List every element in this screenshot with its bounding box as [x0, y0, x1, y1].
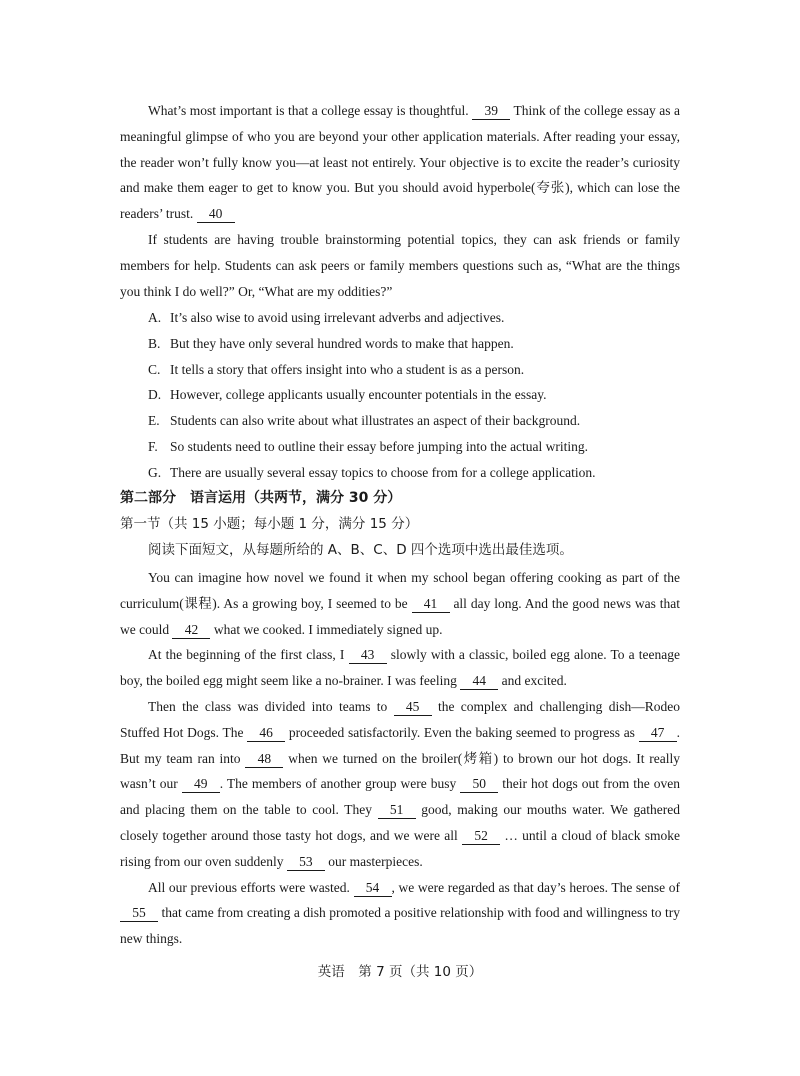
blank-46[interactable]: 46 — [247, 725, 285, 742]
option-text: However, college applicants usually encounter potentials in the essay. — [170, 387, 547, 403]
blank-47[interactable]: 47 — [639, 725, 677, 742]
text: that came from creating a dish promoted a positive relationship with food and willingness to try new things. — [120, 905, 681, 947]
text: . The members of another group were busy — [219, 776, 457, 792]
text: What’s most important is that a college essay is thoughtful. — [148, 103, 469, 118]
options-list — [120, 305, 680, 486]
option-text: It’s also wise to avoid using irrelevant adverbs and adjectives. — [170, 310, 505, 325]
blank-44[interactable]: 44 — [460, 673, 498, 690]
option-letter: C. — [148, 361, 161, 377]
text: . But my team ran into — [120, 724, 680, 766]
option-b[interactable] — [120, 331, 680, 357]
blank-50[interactable]: 50 — [460, 776, 498, 793]
blank-48[interactable]: 48 — [245, 751, 283, 768]
option-letter: A. — [148, 310, 162, 325]
blank-54[interactable]: 54 — [354, 880, 392, 897]
blank-39[interactable]: 39 — [472, 103, 510, 120]
passage-1-paragraph-1 — [120, 98, 680, 227]
option-f[interactable] — [120, 434, 680, 460]
text: , we were regarded as that day’s heroes. The sense of — [391, 879, 681, 895]
passage-1 — [120, 98, 680, 304]
text: You can imagine how novel we found it when my school began offering cooking as part of the curriculum(课程). As a growing boy, I seemed to be — [120, 570, 680, 611]
text: when we turned on the broiler(烤箱) to brown our hot dogs. It really wasn’t our — [120, 750, 681, 792]
text: and excited. — [501, 673, 567, 689]
option-letter: E. — [148, 413, 160, 429]
option-text: Students can also write about what illustrates an aspect of their background. — [170, 413, 581, 429]
passage-2-paragraph-4 — [120, 875, 680, 952]
part-2-header — [120, 486, 680, 563]
passage-1-paragraph-2: If students are having trouble brainstorming potential topics, they can ask friends or family members for help. Students can ask peers or family members questions such as, “What are the things you think I do well?” Or, “What are my oddities?” — [120, 231, 680, 299]
blank-49[interactable]: 49 — [182, 776, 220, 793]
passage-2-paragraph-3 — [120, 694, 680, 875]
blank-53[interactable]: 53 — [287, 854, 325, 871]
option-text: There are usually several essay topics to choose from for a college application. — [170, 464, 596, 480]
blank-41[interactable]: 41 — [412, 596, 450, 613]
text: good, making our mouths water. We gathered closely together around those tasty hot dogs, and we were all — [120, 802, 681, 843]
text: … until a cloud of black smoke rising from our oven suddenly — [120, 827, 680, 869]
option-letter: B. — [148, 335, 161, 351]
option-c[interactable] — [120, 357, 680, 383]
text: our masterpieces. — [328, 853, 423, 869]
blank-40[interactable]: 40 — [197, 206, 235, 223]
option-a[interactable] — [120, 305, 680, 331]
passage-2-paragraph-2 — [120, 642, 680, 694]
blank-55[interactable]: 55 — [120, 905, 158, 922]
blank-51[interactable]: 51 — [378, 802, 416, 819]
option-letter: F. — [148, 438, 158, 454]
option-d[interactable] — [120, 382, 680, 408]
option-g[interactable] — [120, 460, 680, 486]
option-text: But they have only several hundred words to make that happen. — [170, 335, 514, 351]
text: all day long. And the good news was that we could — [120, 595, 681, 637]
blank-43[interactable]: 43 — [349, 647, 387, 664]
text: the complex and challenging dish—Rodeo Stuffed Hot Dogs. The — [120, 698, 681, 740]
text: their hot dogs out from the oven and placing them on the table to cool. They — [120, 776, 681, 818]
blank-45[interactable]: 45 — [394, 699, 432, 716]
option-e[interactable] — [120, 408, 680, 434]
text: All our previous efforts were wasted. — [148, 879, 350, 895]
text: Think of the college essay as a meaningful glimpse of who you are beyond your other application materials. After reading your essay, the reader won’t fully know you—at least not entirely. Your objective is to excite the reader’s curiosity and make them eager to get to know you. But you should avoid hyperbole(夸张), which can lose the readers’ trust. — [120, 103, 680, 222]
part-2-heading: 第二部分 语言运用（共两节，满分 30 分） — [120, 490, 402, 506]
text: At the beginning of the first class, I — [148, 647, 345, 663]
text: slowly with a classic, boiled egg alone. To a teenage boy, the boiled egg might seem like a no-brainer. I was feeling — [120, 647, 680, 689]
passage-2-paragraph-1 — [120, 565, 680, 642]
option-text: It tells a story that offers insight into who a student is as a person. — [170, 361, 525, 377]
instruction: 阅读下面短文，从每题所给的 A、B、C、D 四个选项中选出最佳选项。 — [148, 541, 573, 558]
blank-42[interactable]: 42 — [172, 622, 210, 639]
text: Then the class was divided into teams to — [148, 698, 388, 714]
passage-2 — [120, 565, 680, 952]
blank-52[interactable]: 52 — [462, 828, 500, 845]
text: proceeded satisfactorily. Even the baking seemed to progress as — [288, 724, 635, 740]
option-letter: G. — [148, 464, 162, 480]
text: what we cooked. I immediately signed up. — [213, 621, 443, 637]
option-letter: D. — [148, 387, 162, 403]
section-1-heading: 第一节（共 15 小题；每小题 1 分，满分 15 分） — [120, 515, 419, 532]
page-footer: 英语 第 7 页（共 10 页） — [317, 964, 483, 980]
option-text: So students need to outline their essay before jumping into the actual writing. — [170, 438, 589, 454]
